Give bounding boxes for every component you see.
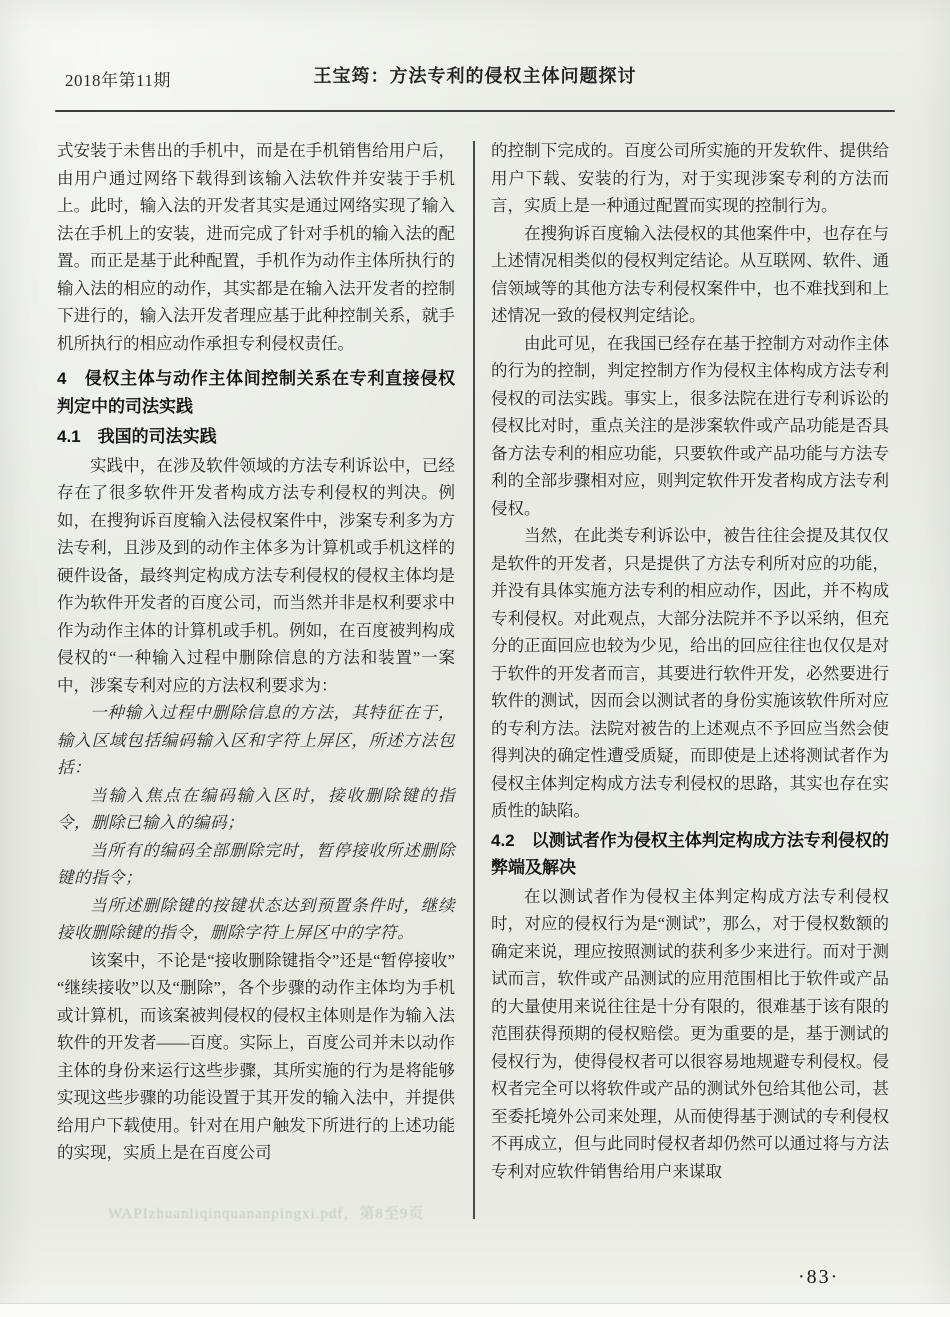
column-divider-rule [473,141,475,1219]
claim-paragraph: 当输入焦点在编码输入区时，接收删除键的指令，删除已输入的编码； [57,785,455,832]
body-paragraph: 在搜狗诉百度输入法侵权的其他案件中，也存在与上述情况相类似的侵权判定结论。从互联网、软件、通信领域等的其他方法专利侵权案件中，也不难找到和上述情况一致的侵权判定结论。 [491,223,889,325]
body-paragraph: 的控制下完成的。百度公司所实施的开发软件、提供给用户下载、安装的行为，对于实现涉案专利的方法而言，实质上是一种通过配置而实现的控制行为。 [491,141,889,215]
running-title: 王宝筠：方法专利的侵权主体问题探讨 [313,66,637,86]
page-number: ·83· [798,1266,840,1288]
page-header [0,0,950,110]
body-paragraph: 在以测试者作为侵权主体判定构成方法专利侵权时，对应的侵权行为是“测试”，那么，对于侵权数额的确定来说，理应按照测试的获利多少来进行。而对于测试而言，软件或产品测试的应用范围相比于软件或产品的大量使用来说往往是十分有限的，很难基于该有限的范围获得预期的侵权赔偿。更为重要的是，基于测试的侵权行为，使得侵权者可以很容易地规避专利侵权。侵权者完全可以将软件或产品的测试外包给其他公司，甚至委托境外公司来处理，从而使得基于测试的专利侵权不再成立，但与此同时侵权者却仍然可以通过将与方法专利对应软件销售给用户来谋取 [491,886,889,1181]
body-paragraph: 实践中，在涉及软件领域的方法专利诉讼中，已经存在了很多软件开发者构成方法专利侵权的判决。例如，在搜狗诉百度输入法侵权案件中，涉案专利多为方法专利，且涉及到的动作主体多为计算机或手机这样的硬件设备，最终判定构成方法专利侵权的侵权主体均是作为软件开发者的百度公司，而当然并非是权利要求中作为动作主体的计算机或手机。例如，在百度被判构成侵权的“一种输入过程中删除信息的方法和装置”一案中，涉案专利对应的方法权利要求为： [57,455,455,695]
claim-paragraph: 一种输入过程中删除信息的方法，其特征在于，输入区域包括编码输入区和字符上屏区，所述方法包括： [57,703,455,777]
journal-issue-label: 2018年第11期 [65,71,171,90]
two-column-body [0,110,950,1219]
body-paragraph: 式安装于未售出的手机中，而是在手机销售给用户后，由用户通过网络下载得到该输入法软件并安装于手机上。此时，输入法的开发者其实是通过网络实现了输入法在手机上的安装，进而完成了针对手机的输入法的配置。而正是基于此种配置，手机作为动作主体所执行的输入法的相应的动作，其实都是在输入法开发者的控制下进行的，输入法开发者理应基于此种控制关系，就手机所执行的相应动作承担专利侵权责任。 [57,141,455,353]
claim-paragraph: 当所述删除键的按键状态达到预置条件时，继续接收删除键的指令，删除字符上屏区中的字符。 [57,895,455,942]
right-column [491,137,889,1219]
body-paragraph: 由此可见，在我国已经存在基于控制方对动作主体的行为的控制，判定控制方作为侵权主体构成方法专利侵权的司法实践。事实上，很多法院在进行专利诉讼的侵权比对时，重点关注的是涉案软件或产品功能是否具备方法专利的相应功能，只要软件或产品功能与方法专利的全部步骤相对应，则判定软件开发者构成方法专利侵权。 [491,333,889,518]
section-heading-4-1: 4.1 我国的司法实践 [57,427,217,446]
body-paragraph: 当然，在此类专利诉讼中，被告往往会提及其仅仅是软件的开发者，只是提供了方法专利所对应的功能，并没有具体实施方法专利的相应动作，因此，并不构成专利侵权。对此观点，大部分法院并不予以采纳，但充分的正面回应也较为少见，给出的回应往往也仅仅是对于软件的开发者而言，其要进行软件开发，必然要进行软件的测试，因而会以测试者的身份实施该软件所对应的专利方法。法院对被告的上述观点不予回应当然会使得判决的确定性遭受质疑，而即使是上述将测试者作为侵权主体判定构成方法专利侵权的思路，其实也存在实质性的缺陷。 [491,526,889,820]
scan-edge-strip [0,1303,950,1317]
section-heading-4: 4 侵权主体与动作主体间控制关系在专利直接侵权判定中的司法实践 [57,369,455,416]
body-paragraph: 该案中，不论是“接收删除键指令”还是“暂停接收”“继续接收”以及“删除”，各个步骤的动作主体均为手机或计算机，而该案被判侵权的侵权主体则是作为输入法软件的开发者——百度。实际上，百度公司并未以动作主体的身份来运行这些步骤，其所实施的行为是将能够实现这些步骤的功能设置于其开发的输入法中，并提供给用户下载使用。针对在用户触发下所进行的上述功能的实现，实质上是在百度公司 [57,950,455,1162]
header-rule [55,110,895,112]
claim-paragraph: 当所有的编码全部删除完时，暂停接收所述删除键的指令； [57,840,455,887]
left-column [57,137,455,1219]
section-heading-4-2: 4.2 以测试者作为侵权主体判定构成方法专利侵权的弊端及解决 [491,830,889,877]
bleedthrough-text: WAPIzhuanliqinquananpingxi.pdf，第8至9页 [108,1206,425,1222]
patent-claim-block [57,699,455,947]
